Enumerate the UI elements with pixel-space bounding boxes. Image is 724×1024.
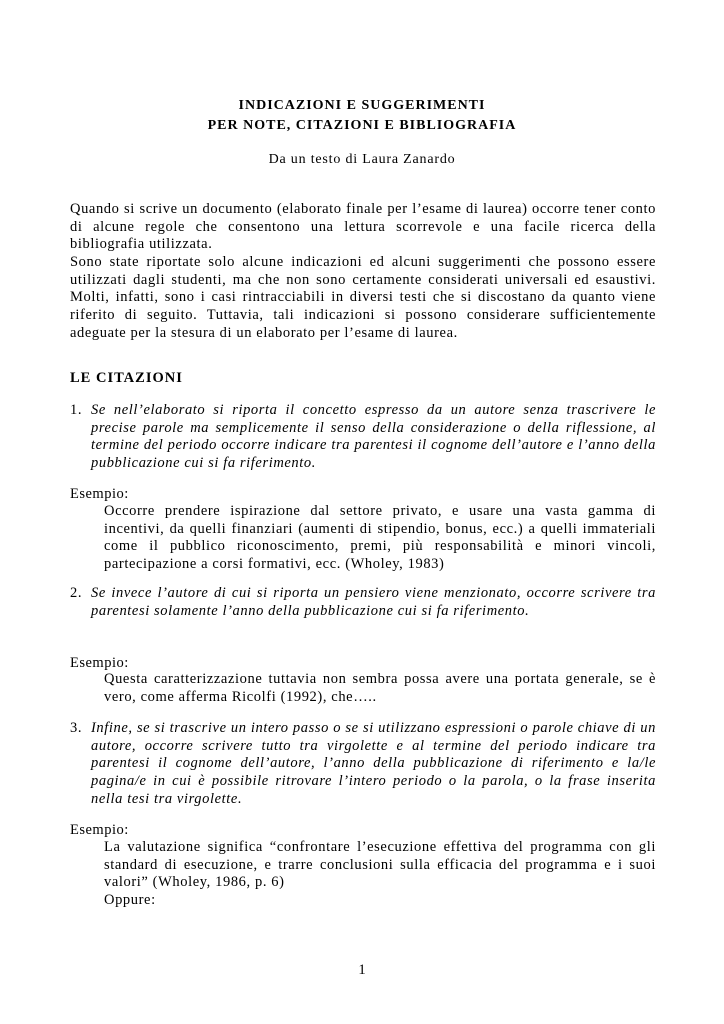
document-title-line-2: PER NOTE, CITAZIONI E BIBLIOGRAFIA: [207, 118, 517, 133]
page-number: 1: [358, 962, 366, 978]
intro-paragraph-2: Sono state riportate solo alcune indicazioni ed alcuni suggerimenti che possono essere utilizzati dagli studenti, ma che non sono certamente considerati universali ed esaustivi. Molti, infatti, sono i casi rintracciabili in diversi testi che si discostano da quanto viene riferito di seguito. Tuttavia, tali indicazioni si possono considerare sufficientemente adeguate per la stesura di un elaborato per l’esame di laurea.: [70, 254, 656, 341]
list-item-1: [70, 402, 656, 473]
section-heading: LE CITAZIONI: [70, 370, 183, 386]
list-item-number: 1.: [70, 402, 83, 418]
list-item-2: [70, 585, 656, 620]
list-item-text: Infine, se si trascrive un intero passo o se si utilizzano espressioni o parole chiave di un autore, occorre scrivere tutto tra virgolette e al termine del periodo indicare tra parentesi il cognome dell’autore, l’anno della pubblicazione di riferimento e la/le pagina/e in cui è possibile ritrovare l’intero periodo o la parola, o la frase inserita nella tesi tra virgolette.: [91, 720, 656, 807]
list-item-text: Se invece l’autore di cui si riporta un pensiero viene menzionato, occorre scrivere tra parentesi solamente l’anno della pubblicazione cui si fa riferimento.: [91, 585, 656, 619]
list-item-text: Se nell’elaborato si riporta il concetto espresso da un autore senza trascrivere le precise parole ma semplicemente il senso della considerazione o della riflessione, al termine del periodo occorre indicare tra parentesi il cognome dell’autore e l’anno della pubblicazione cui si fa riferimento.: [91, 402, 656, 472]
list-item-3: [70, 720, 656, 809]
example-oppure: Oppure:: [104, 892, 156, 908]
intro-paragraph-1: Quando si scrive un documento (elaborato finale per l’esame di laurea) occorre tener conto di alcune regole che consentono una lettura scorrevole e una facile ricerca della bibliografia utilizzata.: [70, 201, 656, 253]
example-label: Esempio:: [70, 655, 129, 671]
document-title-line-1: INDICAZIONI E SUGGERIMENTI: [238, 98, 486, 113]
example-label: Esempio:: [70, 822, 129, 838]
list-item-number: 2.: [70, 585, 83, 601]
list-item-number: 3.: [70, 720, 83, 736]
document-subtitle: Da un testo di Laura Zanardo: [268, 152, 456, 167]
example-quote: La valutazione significa “confrontare l’esecuzione effettiva del programma con gli standard di esecuzione, e trarre conclusioni sulla efficacia del programma e i suoi valori” (Wholey, 1986, p. 6): [104, 839, 656, 891]
example-quote: Occorre prendere ispirazione dal settore privato, e usare una vasta gamma di incentivi, da quelli finanziari (aumenti di stipendio, bonus, ecc.) a quelli immateriali come il pubblico riconoscimento, premi, più responsabilità e minori vincoli, partecipazione a corsi formativi, ecc. (Wholey, 1983): [104, 503, 656, 573]
example-label: Esempio:: [70, 486, 129, 502]
example-quote: Questa caratterizzazione tuttavia non sembra possa avere una portata generale, se è vero, come afferma Ricolfi (1992), che…..: [104, 671, 656, 705]
